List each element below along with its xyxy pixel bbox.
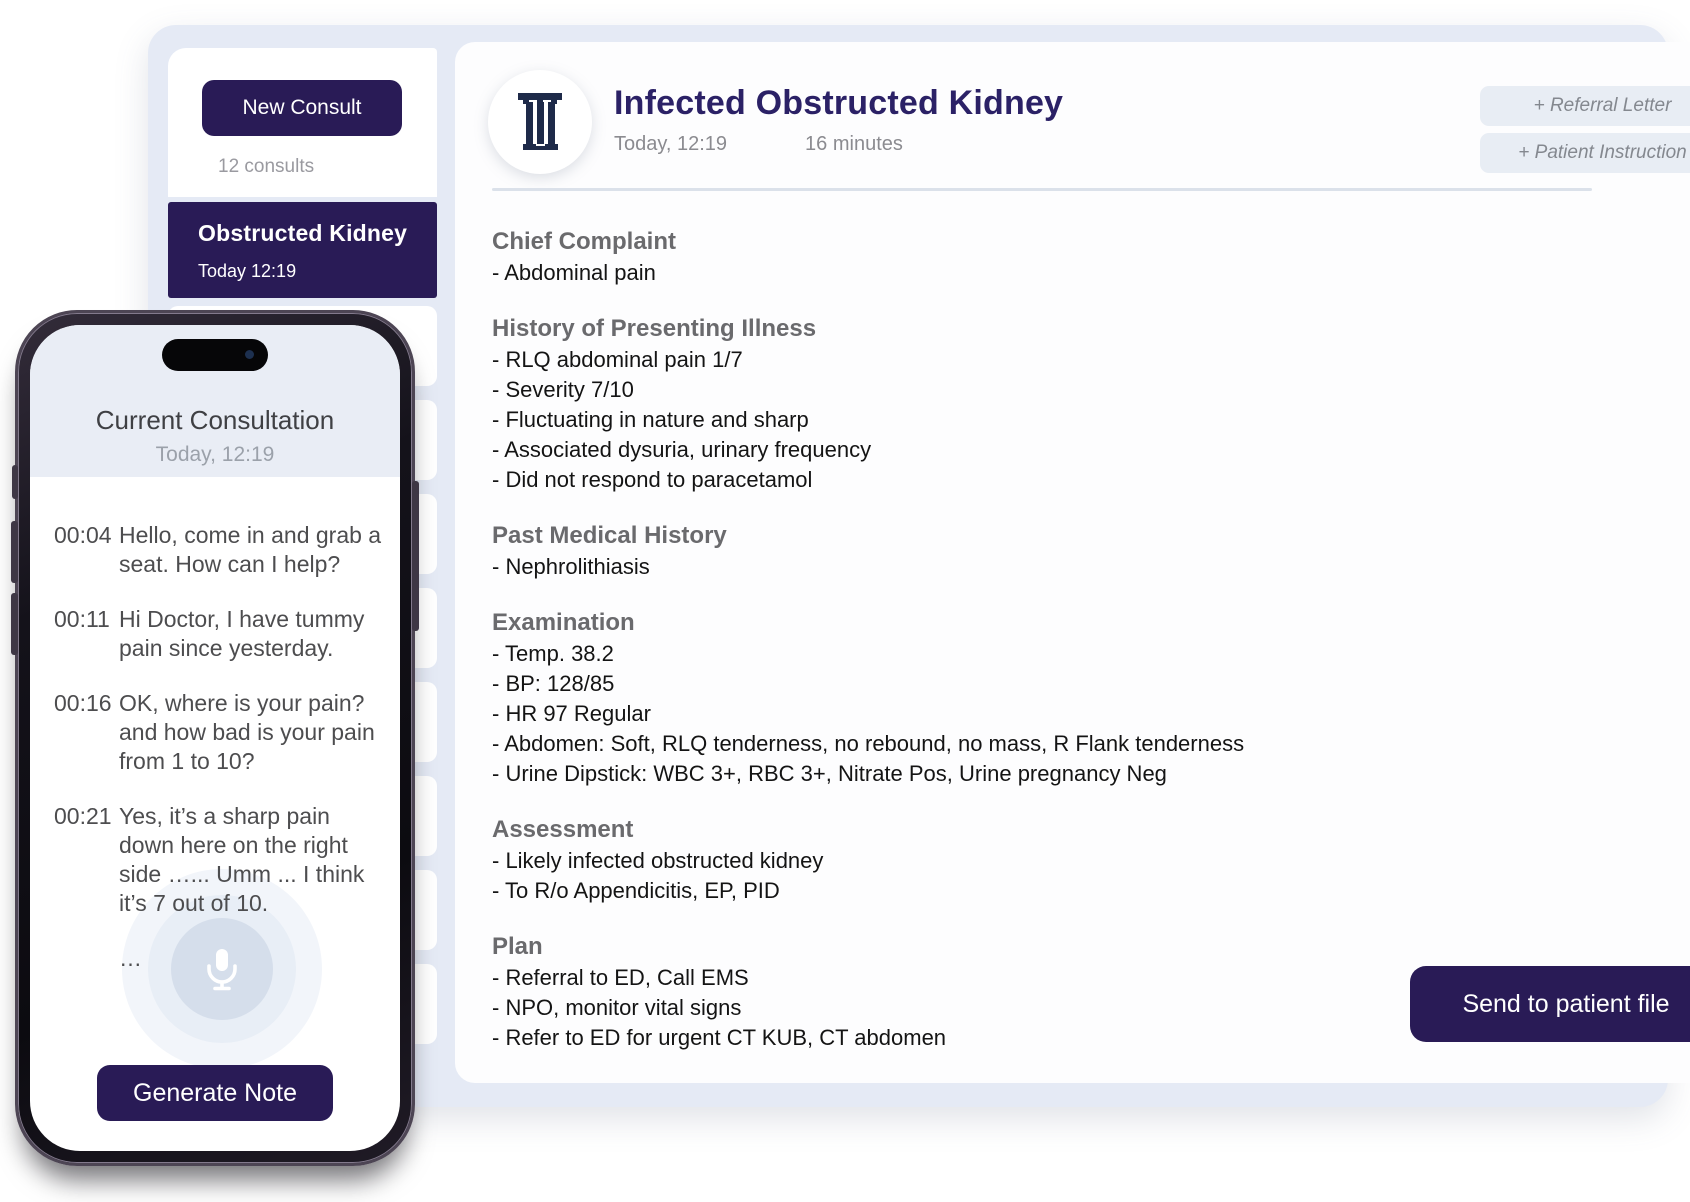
transcript-timestamp: 00:04	[54, 522, 112, 548]
phone-mockup	[15, 310, 415, 1166]
transcript-text: OK, where is your pain? and how bad is your pain from 1 to 10?	[119, 690, 375, 774]
note-date: Today, 12:19	[614, 133, 728, 155]
transcript-timestamp: 00:16	[54, 690, 112, 716]
section-heading: Plan	[492, 933, 543, 960]
transcript-timestamp	[54, 944, 110, 973]
note-item: - To R/o Appendicitis, EP, PID	[492, 878, 780, 903]
note-title: Infected Obstructed Kidney	[614, 84, 1064, 122]
section-heading: Chief Complaint	[492, 228, 676, 255]
section-heading: History of Presenting Illness	[492, 315, 817, 342]
transcript-entry	[54, 944, 384, 973]
sidebar-item-obstructed-kidney[interactable]	[168, 202, 437, 298]
note-item: - Did not respond to paracetamol	[492, 467, 813, 492]
note-item: - NPO, monitor vital signs	[492, 995, 742, 1020]
note-section	[492, 815, 1572, 905]
transcript-text: Yes, it’s a sharp pain down here on the right side …... Umm ... I think it’s 7 out of 10.	[119, 803, 365, 916]
note-section	[492, 227, 1572, 287]
section-heading: Examination	[492, 609, 635, 636]
phone-mute-switch	[12, 465, 18, 499]
note-item: - Nephrolithiasis	[492, 554, 650, 579]
note-title-block	[614, 70, 1063, 174]
note-item: - Likely infected obstructed kidney	[492, 848, 824, 873]
transcript-entry	[54, 605, 384, 663]
note-item: - BP: 128/85	[492, 671, 615, 696]
note-item: - Severity 7/10	[492, 377, 634, 402]
consult-time: Today 12:19	[198, 261, 297, 281]
phone-screen	[30, 325, 400, 1151]
note-duration: 16 minutes	[805, 133, 903, 155]
phone-volume-down-button	[11, 593, 18, 655]
generate-note-button[interactable]: Generate Note	[97, 1065, 333, 1121]
note-item: - Fluctuating in nature and sharp	[492, 407, 809, 432]
note-item: - Referral to ED, Call EMS	[492, 965, 749, 990]
consult-count-label: 12 consults	[218, 156, 315, 177]
section-heading: Assessment	[492, 816, 634, 843]
transcript-entry	[54, 802, 384, 918]
transcript-timestamp: 00:11	[54, 606, 110, 632]
note-item: - Temp. 38.2	[492, 641, 614, 666]
note-card	[455, 42, 1690, 1083]
note-section	[492, 521, 1572, 581]
send-to-patient-file-button[interactable]: Send to patient file	[1410, 966, 1690, 1042]
note-item: - Refer to ED for urgent CT KUB, CT abdomen	[492, 1025, 947, 1050]
section-heading: Past Medical History	[492, 522, 727, 549]
app-logo	[488, 70, 592, 174]
note-item: - Abdominal pain	[492, 260, 656, 285]
note-section	[492, 608, 1572, 788]
phone-header-subtitle: Today, 12:19	[155, 443, 275, 466]
note-section	[492, 314, 1572, 494]
sidebar-header-panel	[168, 48, 437, 197]
transcript-timestamp: 00:21	[54, 803, 112, 829]
new-consult-button[interactable]: New Consult	[202, 80, 402, 136]
note-item: - Urine Dipstick: WBC 3+, RBC 3+, Nitrate Pos, Urine pregnancy Neg	[492, 761, 1167, 786]
add-referral-letter-button[interactable]: + Referral Letter	[1480, 86, 1690, 126]
note-item: - Abdomen: Soft, RLQ tenderness, no rebound, no mass, R Flank tenderness	[492, 731, 1245, 756]
note-header	[488, 70, 1063, 174]
pillar-logo-icon	[517, 93, 563, 151]
note-item: - RLQ abdominal pain 1/7	[492, 347, 743, 372]
note-item: - HR 97 Regular	[492, 701, 651, 726]
note-item: - Associated dysuria, urinary frequency	[492, 437, 872, 462]
note-body	[492, 200, 1572, 1052]
phone-volume-up-button	[11, 521, 18, 583]
phone-header-title: Current Consultation	[95, 405, 335, 435]
add-patient-instruction-button[interactable]: + Patient Instruction	[1480, 133, 1690, 173]
phone-power-button	[412, 481, 419, 631]
transcript-text: Hi Doctor, I have tummy pain since yesterday.	[119, 606, 365, 661]
transcript-text: Hello, come in and grab a seat. How can I help?	[119, 522, 382, 577]
dynamic-island	[162, 339, 268, 371]
header-divider	[492, 188, 1592, 191]
transcript-entry	[54, 689, 384, 776]
camera-dot-icon	[245, 350, 254, 359]
transcript-list	[54, 521, 384, 999]
transcript-text: …	[119, 945, 142, 971]
transcript-entry	[54, 521, 384, 579]
consult-title: Obstructed Kidney	[198, 220, 408, 246]
